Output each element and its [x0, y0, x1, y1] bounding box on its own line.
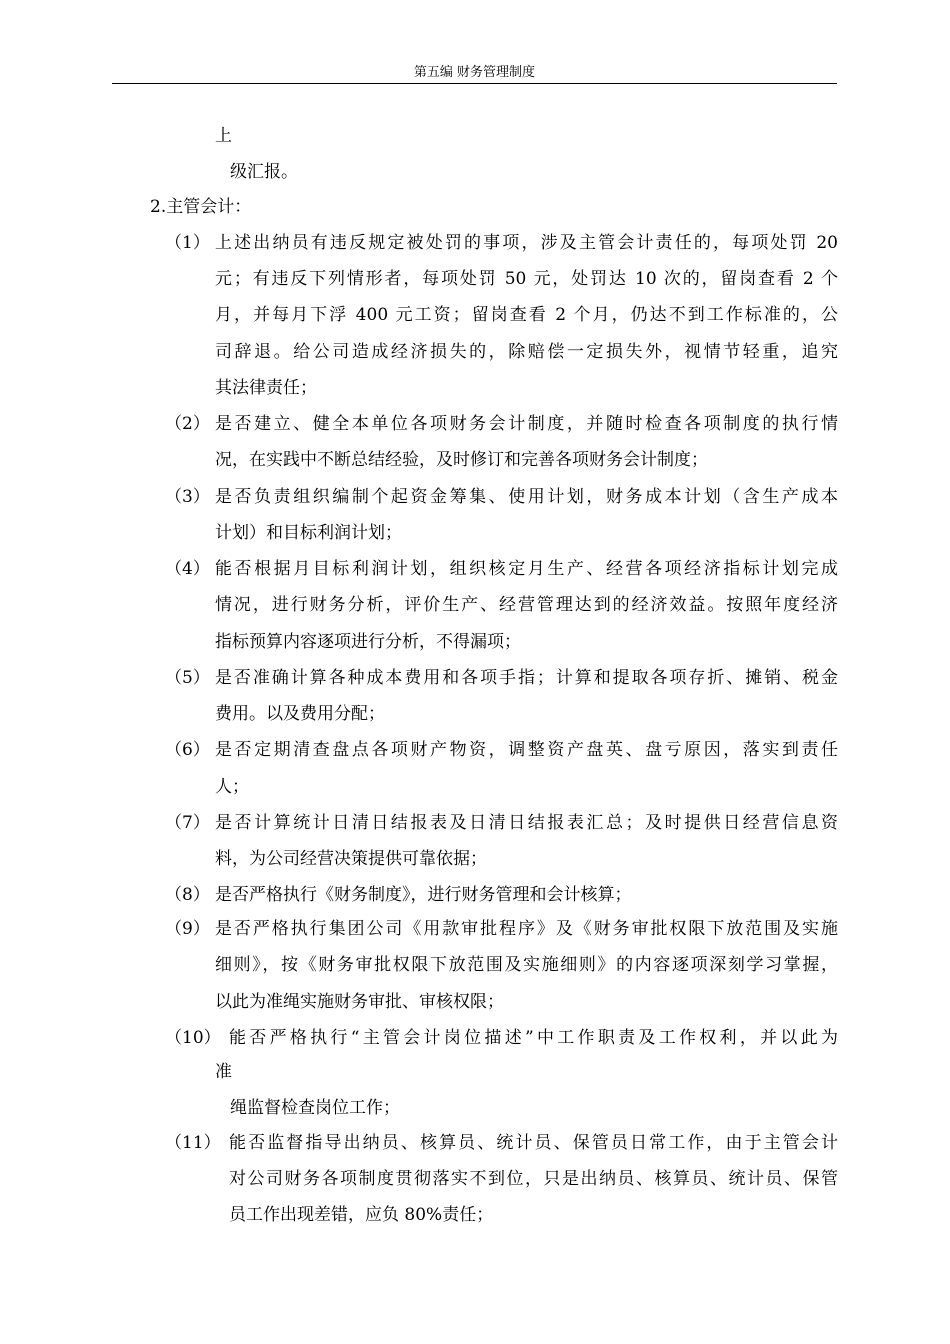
item-line: 元；有违反下列情形者，每项处罚 50 元，处罚达 10 次的，留岗查看 2 个	[215, 269, 838, 289]
item-line: 准	[215, 1062, 232, 1082]
header-rule	[112, 83, 837, 84]
item-line: 是否准确计算各种成本费用和各项手指；计算和提取各项存折、摊销、税金	[215, 668, 838, 688]
item-number: （5）	[165, 668, 210, 688]
item-number: （8）	[165, 885, 210, 905]
item-line: 费用。以及费用分配；	[215, 704, 385, 724]
item-line: 人；	[215, 777, 249, 797]
item-number: （9）	[165, 919, 210, 939]
item-line: 绳监督检查岗位工作；	[230, 1098, 400, 1118]
page-header: 第五编 财务管理制度	[413, 65, 536, 80]
item-line: 料，为公司经营决策提供可靠依据；	[215, 849, 487, 869]
item-line: 对公司财务各项制度贯彻落实不到位，只是出纳员、核算员、统计员、保管	[229, 1169, 838, 1189]
item-line: 能否监督指导出纳员、核算员、统计员、保管员日常工作，由于主管会计	[229, 1133, 838, 1153]
item-line: 以此为准绳实施财务审批、审核权限；	[215, 992, 504, 1012]
item-line: 计划）和目标利润计划；	[215, 523, 402, 543]
item-line: 情况，进行财务分析，评价生产、经营管理达到的经济效益。按照年度经济	[215, 595, 838, 615]
item-line: 上述出纳员有违反规定被处罚的事项，涉及主管会计责任的，每项处罚 20	[215, 233, 838, 253]
item-number: （7）	[165, 813, 210, 833]
item-number: （10）	[165, 1028, 221, 1048]
item-line: 细则》，按《财务审批权限下放范围及实施细则》的内容逐项深刻学习掌握，	[215, 955, 838, 975]
intro-line-1: 上	[215, 126, 232, 146]
item-line: 能否严格执行“主管会计岗位描述”中工作职责及工作权利，并以此为	[229, 1028, 838, 1048]
item-line: 指标预算内容逐项进行分析，不得漏项；	[215, 632, 521, 652]
item-number: （2）	[165, 414, 210, 434]
item-number: （1）	[165, 233, 210, 253]
section-title: 2.主管会计：	[150, 197, 252, 217]
item-number: （4）	[165, 559, 210, 579]
item-line: 其法律责任；	[215, 378, 317, 398]
item-line: 是否严格执行《财务制度》，进行财务管理和会计核算；	[215, 885, 632, 905]
item-line: 能否根据月目标利润计划，组织核定月生产、经营各项经济指标计划完成	[215, 559, 838, 579]
item-number: （3）	[165, 487, 210, 507]
item-line: 是否负责组织编制个起资金筹集、使用计划，财务成本计划（含生产成本	[215, 487, 838, 507]
item-line: 员工作出现差错，应负 80%责任；	[229, 1205, 494, 1225]
item-line: 月，并每月下浮 400 元工资；留岗查看 2 个月，仍达不到工作标准的，公	[215, 305, 838, 325]
item-line: 是否建立、健全本单位各项财务会计制度，并随时检查各项制度的执行情	[215, 414, 838, 434]
item-number: （6）	[165, 740, 210, 760]
item-number: （11）	[165, 1133, 221, 1153]
intro-line-2: 级汇报。	[230, 162, 298, 182]
item-line: 司辞退。给公司造成经济损失的，除赔偿一定损失外，视情节轻重，追究	[215, 342, 838, 362]
item-line: 是否定期清查盘点各项财产物资，调整资产盘英、盘亏原因，落实到责任	[215, 740, 838, 760]
item-line: 是否严格执行集团公司《用款审批程序》及《财务审批权限下放范围及实施	[215, 919, 838, 939]
item-line: 况，在实践中不断总结经验，及时修订和完善各项财务会计制度；	[215, 450, 708, 470]
item-line: 是否计算统计日清日结报表及日清日结报表汇总；及时提供日经营信息资	[215, 813, 838, 833]
